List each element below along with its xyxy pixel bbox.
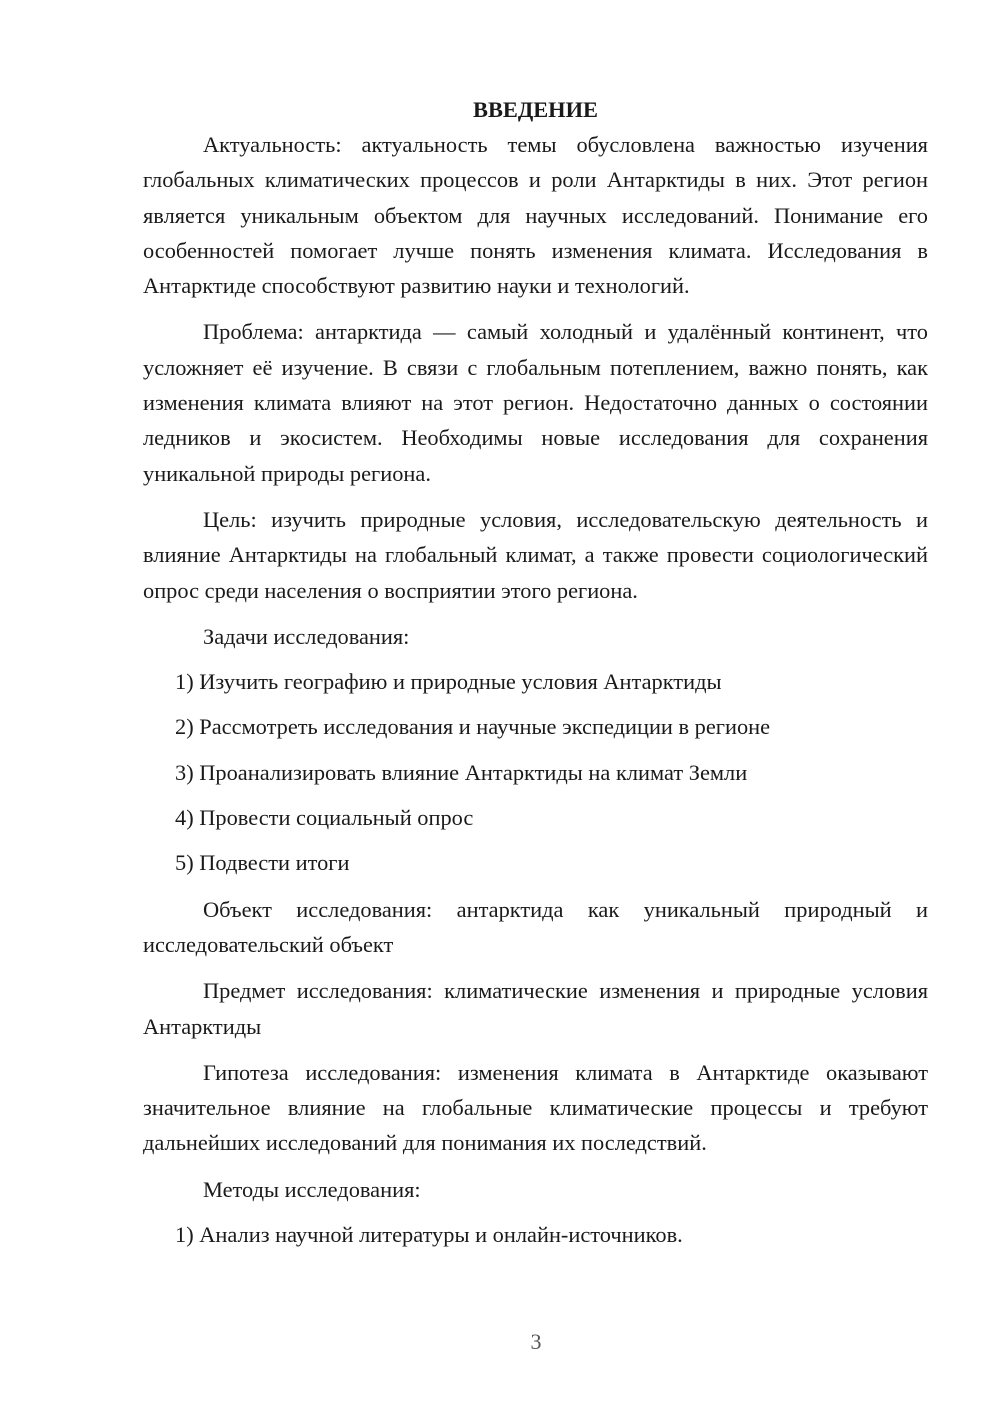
goal-paragraph: Цель: изучить природные условия, исследовательскую деятельность и влияние Антарктиды на глобальный климат, а также провести социологический опрос среди населения о восприятии этого региона. (143, 506, 928, 603)
list-item: 2) Рассмотреть исследования и научные экспедиции в регионе (175, 714, 771, 740)
document-page (143, 92, 928, 1252)
relevance-paragraph: Актуальность: актуальность темы обусловлена важностью изучения глобальных климатических процессов и роли Антарктиды в них. Этот регион является уникальным объектом для научных исследований. Понимание его особенностей помогает лучше понять изменения климата. Исследования в Антарктиде способствуют развитию науки и технологий. (143, 132, 928, 299)
methods-heading: Методы исследования: (203, 1176, 421, 1202)
tasks-heading: Задачи исследования: (203, 623, 410, 649)
list-item: 3) Проанализировать влияние Антарктиды на климат Земли (175, 759, 748, 785)
list-item: 5) Подвести итоги (175, 850, 350, 876)
methods-list (143, 1217, 928, 1252)
subject-paragraph: Предмет исследования: климатические изменения и природные условия Антарктиды (143, 978, 928, 1039)
hypothesis-paragraph: Гипотеза исследования: изменения климата в Антарктиде оказывают значительное влияние на глобальные климатические процессы и требуют дальнейших исследований для понимания их последствий. (143, 1059, 928, 1156)
list-item: 1) Изучить географию и природные условия Антарктиды (175, 669, 722, 695)
page-number: 3 (530, 1329, 542, 1354)
list-item: 4) Провести социальный опрос (175, 805, 474, 831)
section-title: ВВЕДЕНИЕ (473, 97, 598, 122)
problem-paragraph: Проблема: антарктида — самый холодный и удалённый континент, что усложняет её изучение. В связи с глобальным потеплением, важно понять, как изменения климата влияют на этот регион. Недостаточно данных о состоянии ледников и экосистем. Необходимы новые исследования для сохранения уникальной природы региона. (143, 319, 928, 486)
tasks-list (143, 664, 928, 880)
list-item: 1) Анализ научной литературы и онлайн-источников. (175, 1222, 683, 1248)
object-paragraph: Объект исследования: антарктида как уникальный природный и исследовательский объект (143, 896, 928, 957)
